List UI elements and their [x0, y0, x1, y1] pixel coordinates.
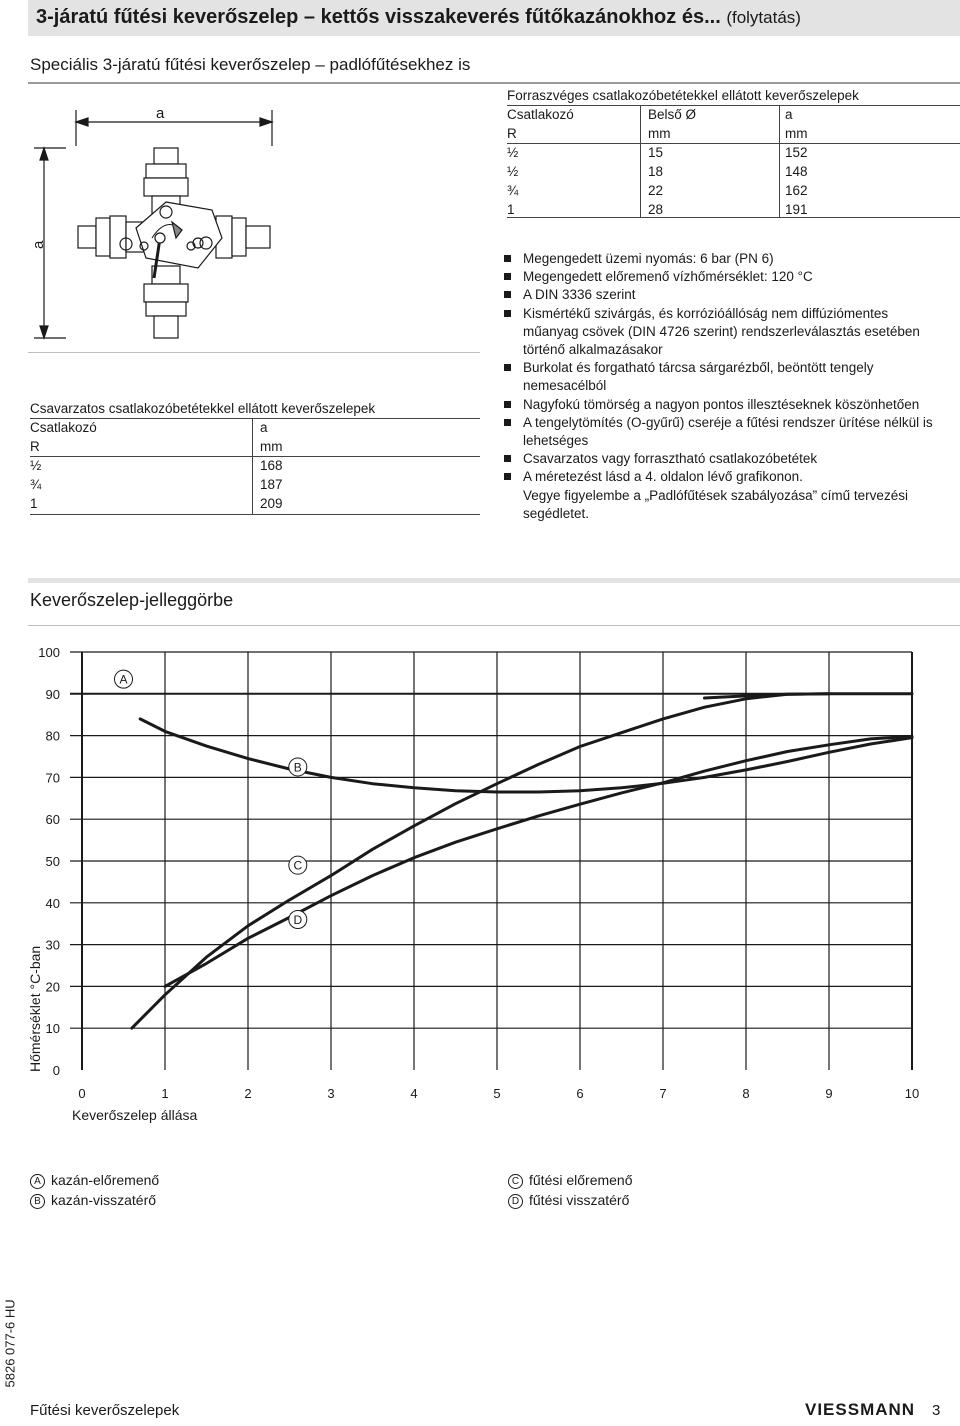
- cell-a: 187: [260, 477, 283, 492]
- document-number: 5826 077-6 HU: [2, 1299, 18, 1388]
- cell-a: 191: [785, 202, 808, 217]
- screw-table-head2: [30, 437, 480, 456]
- y-tick-label: 40: [45, 895, 60, 911]
- legend-text: kazán-előremenő: [51, 1172, 160, 1188]
- table-rule: [30, 456, 480, 457]
- drawing-rule: [28, 352, 480, 353]
- cell-diameter: 18: [648, 164, 664, 179]
- y-tick-label: 100: [38, 645, 60, 660]
- y-tick-label: 70: [45, 770, 60, 786]
- table-row: [507, 181, 960, 200]
- th-mm: mm: [648, 126, 671, 141]
- section2-rule: [28, 625, 960, 626]
- list-item-text: A DIN 3336 szerint: [523, 287, 636, 303]
- cell-size: ¾: [30, 477, 42, 492]
- y-axis-label: Hőmérséklet °C-ban: [27, 945, 43, 1072]
- cell-size: ½: [507, 145, 519, 160]
- table-rule: [507, 105, 960, 106]
- th-r: R: [507, 126, 517, 141]
- cell-size: 1: [507, 202, 515, 217]
- x-tick-label: 0: [78, 1086, 86, 1101]
- table-divider: [252, 419, 253, 515]
- legend-text: fűtési visszatérő: [529, 1191, 630, 1208]
- th-a: a: [260, 420, 268, 435]
- cell-size: ½: [507, 164, 519, 179]
- valve-drawing: [26, 98, 481, 360]
- list-item: [504, 286, 934, 304]
- legend-text: kazán-visszatérő: [51, 1191, 157, 1208]
- table-rule: [507, 143, 960, 144]
- solder-table-head1: [507, 105, 960, 124]
- bullet-icon: [504, 273, 511, 280]
- legend-text: fűtési előremenő: [529, 1172, 633, 1188]
- y-tick-label: 60: [45, 812, 60, 828]
- series-label-a: A: [119, 672, 128, 687]
- page-title: [36, 6, 801, 29]
- series-line-b: [140, 719, 912, 792]
- list-item-text: Megengedett üzemi nyomás: 6 bar (PN 6): [523, 251, 774, 266]
- x-axis-label: Keverőszelep állása: [72, 1107, 198, 1123]
- x-tick-label: 1: [161, 1086, 169, 1101]
- screw-table-head1: [30, 418, 480, 437]
- list-item: [504, 305, 934, 360]
- th-a: a: [785, 107, 793, 122]
- y-tick-label: 20: [45, 979, 60, 995]
- table-divider: [640, 106, 641, 218]
- list-item-text: Burkolat és forgatható tárcsa sárgarézből, beöntött tengely nemesacélból: [523, 360, 874, 394]
- feature-list: [504, 250, 934, 523]
- table-rule: [30, 514, 480, 515]
- y-tick-label: 90: [45, 686, 60, 702]
- list-item: [504, 414, 934, 450]
- legend-item: [508, 1192, 633, 1209]
- cell-diameter: 15: [648, 145, 664, 160]
- x-tick-label: 2: [244, 1086, 252, 1101]
- legend-key-d: D: [508, 1194, 523, 1209]
- th-mm: mm: [260, 439, 283, 454]
- legend-key-c: C: [508, 1174, 523, 1189]
- bullet-icon: [504, 455, 511, 462]
- table-row: [507, 143, 960, 162]
- cell-diameter: 28: [648, 202, 664, 217]
- x-tick-label: 7: [659, 1086, 667, 1101]
- title-continued: (folytatás): [726, 8, 801, 27]
- x-tick-label: 4: [410, 1086, 418, 1101]
- table-row: [30, 456, 480, 475]
- section1-rule: [28, 82, 960, 84]
- cell-size: ½: [30, 458, 42, 473]
- screw-table-title: Csavarzatos csatlakozóbetétekkel ellátott keverőszelepek: [30, 401, 376, 416]
- cell-a: 168: [260, 458, 283, 473]
- table-row: [30, 494, 480, 513]
- table-rule: [30, 418, 480, 419]
- legend-key-b: B: [30, 1194, 45, 1209]
- list-item: [504, 268, 934, 286]
- table-row: [507, 162, 960, 181]
- list-item-text: Kismértékű szivárgás, és korrózióállóság nem diffúziómentes műanyag csövek (DIN 4726 szerint) rendszerleválasztás esetében történő alkalmazásakor: [523, 305, 920, 358]
- planning-note: Vegye figyelembe a „Padlófűtések szabályozása” című tervezési segédletet.: [523, 487, 908, 521]
- bullet-icon: [504, 255, 511, 262]
- list-item: [504, 396, 934, 414]
- brand-logo: VIESSMANN: [805, 1400, 916, 1419]
- legend-right: [508, 1172, 633, 1209]
- solder-table-title: Forraszvéges csatlakozóbetétekkel ellátott keverőszelepek: [507, 88, 859, 103]
- bullet-icon: [504, 419, 511, 426]
- list-item-text: Nagyfokú tömörség a nagyon pontos illesztéseknek köszönhetően: [523, 396, 920, 412]
- legend-left: [30, 1172, 159, 1209]
- mixer-characteristic-chart: [0, 630, 960, 1130]
- dim-label-top: a: [156, 105, 165, 122]
- page-number: 3: [932, 1402, 941, 1419]
- legend-item: [508, 1172, 633, 1189]
- th-connector: Csatlakozó: [507, 107, 574, 122]
- series-label-c: C: [293, 858, 303, 873]
- x-tick-label: 10: [904, 1086, 920, 1101]
- cell-size: ¾: [507, 183, 519, 198]
- table-rule: [507, 217, 960, 218]
- footer-title: Fűtési keverőszelepek: [30, 1402, 180, 1419]
- y-tick-label: 10: [45, 1021, 60, 1037]
- dim-label-side: a: [30, 240, 47, 249]
- x-tick-label: 5: [493, 1086, 501, 1101]
- y-tick-label: 80: [45, 728, 60, 744]
- y-tick-label: 50: [45, 854, 60, 869]
- y-tick-label: 30: [45, 937, 60, 953]
- table-divider: [779, 106, 780, 218]
- cell-diameter: 22: [648, 183, 664, 198]
- cell-a: 148: [785, 164, 808, 179]
- series-label-b: B: [293, 760, 302, 775]
- bullet-icon: [504, 473, 511, 480]
- section2-bar: [28, 578, 960, 583]
- cell-a: 162: [785, 183, 808, 198]
- list-item: [504, 250, 934, 268]
- list-item-text: Csavarzatos vagy forrasztható csatlakozóbetétek: [523, 451, 818, 467]
- x-tick-label: 9: [825, 1086, 833, 1101]
- bullet-icon: [504, 291, 511, 298]
- solder-table-head2: [507, 124, 960, 143]
- bullet-icon: [504, 310, 511, 317]
- legend-item: [30, 1172, 159, 1189]
- list-item: [504, 468, 934, 486]
- th-inner-diameter: Belső Ø: [648, 107, 697, 122]
- screw-table: [30, 399, 480, 519]
- table-row: [30, 475, 480, 494]
- th-mm: mm: [785, 126, 808, 141]
- x-tick-label: 8: [742, 1086, 750, 1101]
- series-label-d: D: [293, 913, 303, 928]
- section2-title: Keverőszelep-jelleggörbe: [30, 590, 234, 610]
- th-r: R: [30, 439, 40, 454]
- list-item: [504, 359, 934, 395]
- cell-a: 152: [785, 145, 808, 160]
- legend-key-a: A: [30, 1174, 45, 1189]
- x-tick-label: 3: [327, 1086, 335, 1101]
- list-item-text: Megengedett előremenő vízhőmérséklet: 120 °C: [523, 269, 813, 285]
- list-item-text: A tengelytömítés (O-gyűrű) cseréje a fűtési rendszer ürítése nélkül is lehetséges: [523, 414, 933, 449]
- bullet-icon: [504, 401, 511, 408]
- title-text: 3-járatú fűtési keverőszelep – kettős visszakeverés fűtőkazánokhoz és...: [36, 6, 721, 28]
- legend-item: [30, 1192, 159, 1209]
- list-item-text: A méretezést lásd a 4. oldalon lévő grafikonon.: [523, 469, 803, 485]
- section1-title: Speciális 3-járatú fűtési keverőszelep – padlófűtésekhez is: [30, 55, 471, 74]
- th-connector: Csatlakozó: [30, 420, 97, 435]
- list-item: [504, 450, 934, 468]
- solder-table: [507, 86, 960, 218]
- bullet-icon: [504, 364, 511, 371]
- header-bar: [28, 0, 960, 36]
- cell-size: 1: [30, 496, 38, 511]
- x-tick-label: 6: [576, 1086, 584, 1101]
- y-tick-label: 0: [52, 1063, 60, 1078]
- cell-a: 209: [260, 496, 283, 511]
